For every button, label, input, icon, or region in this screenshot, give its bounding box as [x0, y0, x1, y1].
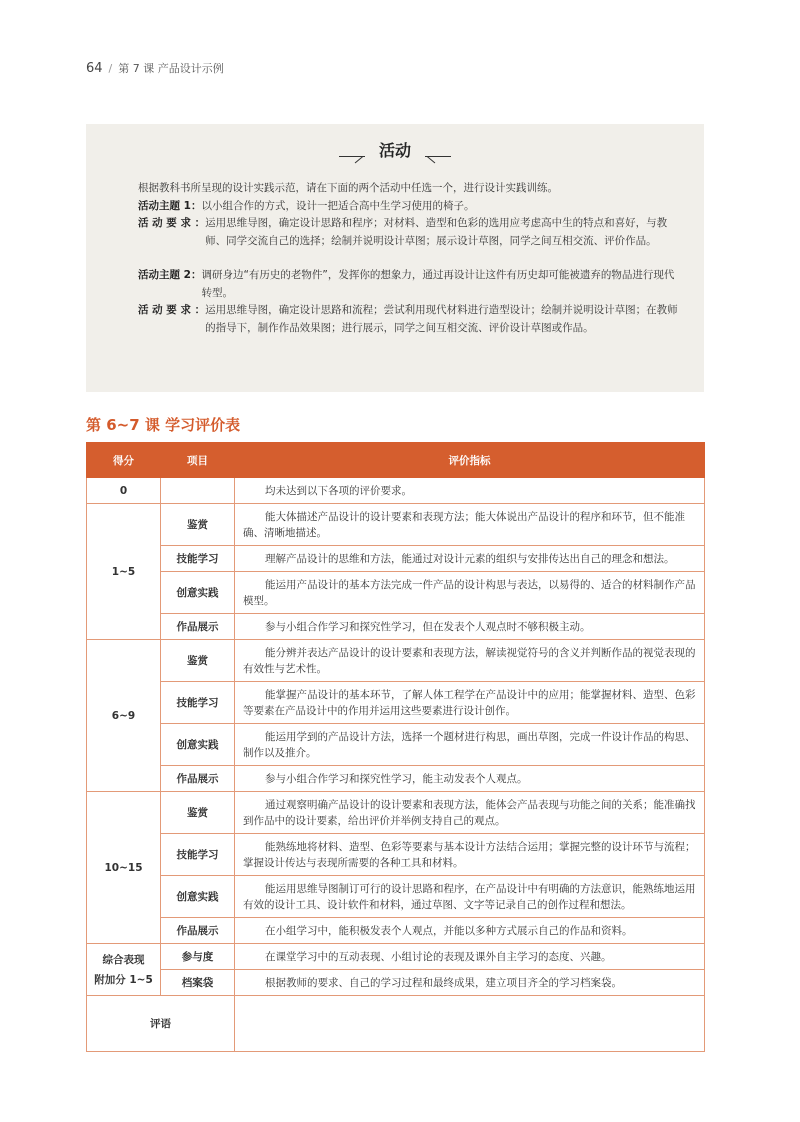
- activity-title-text: 活动: [378, 141, 411, 160]
- comment-field: [235, 996, 705, 1052]
- table-row: [87, 572, 705, 614]
- header-divider: /: [108, 61, 113, 75]
- item-cell: 参与度: [161, 944, 235, 970]
- comment-label: 评语: [87, 996, 235, 1052]
- page-header: [86, 60, 224, 76]
- score-cell: 10~15: [87, 792, 161, 944]
- item-cell: [161, 478, 235, 504]
- item-cell: 技能学习: [161, 546, 235, 572]
- table-row: [87, 724, 705, 766]
- criteria-cell: 通过观察明确产品设计的设计要素和表现方法，能体会产品表现与功能之间的关系；能准确找到作品中的设计要素，给出评价并举例支持自己的观点。: [235, 792, 705, 834]
- activity-title: [86, 138, 704, 161]
- criteria-cell: 能运用思维导图制订可行的设计思路和程序，在产品设计中有明确的方法意识，能熟练地运用有效的设计工具、设计软件和材料，通过草图、文字等记录自己的创作过程和想法。: [235, 876, 705, 918]
- activity-requirement-1: 活 动 要 求 ： 运用思维导图，确定设计思路和程序；对材料、造型和色彩的选用应考虑高中生的特点和喜好，与教师、同学交流自己的选择；绘制并说明设计草图；展示设计草图，同学之间互相交流、评价作品。: [138, 217, 668, 247]
- score-cell: 1~5: [87, 504, 161, 640]
- table-row: [87, 766, 705, 792]
- table-row: [87, 614, 705, 640]
- criteria-cell: 理解产品设计的思维和方法，能通过对设计元素的组织与安排传达出自己的理念和想法。: [235, 546, 705, 572]
- item-cell: 创意实践: [161, 724, 235, 766]
- criteria-cell: 参与小组合作学习和探究性学习，能主动发表个人观点。: [235, 766, 705, 792]
- table-row: [87, 834, 705, 876]
- comment-row: [87, 996, 705, 1052]
- item-cell: 创意实践: [161, 572, 235, 614]
- criteria-cell: 能熟练地将材料、造型、色彩等要素与基本设计方法结合运用；掌握完整的设计环节与流程；掌握设计传达与表现所需要的各种工具和材料。: [235, 834, 705, 876]
- table-row: [87, 546, 705, 572]
- header-criteria: 评价指标: [235, 443, 705, 478]
- criteria-cell: 能运用学到的产品设计方法，选择一个题材进行构思，画出草图，完成一件设计作品的构思、制作以及推介。: [235, 724, 705, 766]
- item-cell: 鉴赏: [161, 792, 235, 834]
- evaluation-table: [86, 442, 704, 1052]
- table-row: [87, 944, 705, 970]
- table-row: [87, 682, 705, 724]
- activity-box: [86, 124, 704, 392]
- section-title: 第 6~7 课 学习评价表: [86, 416, 241, 434]
- table-row: [87, 792, 705, 834]
- title-decoration-right: [425, 147, 451, 157]
- activity-intro: 根据教科书所呈现的设计实践示范，请在下面的两个活动中任选一个，进行设计实践训练。: [138, 182, 558, 194]
- item-cell: 作品展示: [161, 766, 235, 792]
- table-row: [87, 918, 705, 944]
- criteria-cell: 根据教师的要求、自己的学习过程和最终成果，建立项目齐全的学习档案袋。: [235, 970, 705, 996]
- table-row: [87, 504, 705, 546]
- score-cell: 0: [87, 478, 161, 504]
- activity-requirement-2: 活 动 要 求 ： 运用思维导图，确定设计思路和流程；尝试利用现代材料进行造型设计；绘制并说明设计草图；在教师的指导下，制作作品效果图；进行展示，同学之间互相交流、评价设计草图或作品。: [138, 304, 678, 334]
- table-row: [87, 478, 705, 504]
- item-cell: 鉴赏: [161, 504, 235, 546]
- item-cell: 档案袋: [161, 970, 235, 996]
- lesson-title: 第 7 课 产品设计示例: [118, 62, 224, 75]
- item-cell: 作品展示: [161, 918, 235, 944]
- item-cell: 鉴赏: [161, 640, 235, 682]
- table-row: [87, 876, 705, 918]
- criteria-cell: 在课堂学习中的互动表现、小组讨论的表现及课外自主学习的态度、兴趣。: [235, 944, 705, 970]
- activity-theme-1: 活动主题 1： 以小组合作的方式，设计一把适合高中生学习使用的椅子。: [138, 199, 475, 212]
- table-header-row: [87, 443, 705, 478]
- criteria-cell: 能分辨并表达产品设计的设计要素和表现方法，解读视觉符号的含义并判断作品的视觉表现的有效性与艺术性。: [235, 640, 705, 682]
- title-decoration-left: [339, 147, 365, 157]
- activity-body: [138, 180, 678, 337]
- item-cell: 技能学习: [161, 682, 235, 724]
- score-cell: 综合表现 附加分 1~5: [87, 944, 161, 996]
- criteria-cell: 在小组学习中，能积极发表个人观点，并能以多种方式展示自己的作品和资料。: [235, 918, 705, 944]
- header-item: 项目: [161, 443, 235, 478]
- table-row: [87, 640, 705, 682]
- criteria-cell: 均未达到以下各项的评价要求。: [235, 478, 705, 504]
- item-cell: 创意实践: [161, 876, 235, 918]
- score-cell: 6~9: [87, 640, 161, 792]
- criteria-cell: 能大体描述产品设计的设计要素和表现方法；能大体说出产品设计的程序和环节，但不能准确、清晰地描述。: [235, 504, 705, 546]
- activity-theme-2: 活动主题 2： 调研身边“有历史的老物件”，发挥你的想象力，通过再设计让这件有历史却可能被遗弃的物品进行现代转型。: [138, 269, 675, 299]
- criteria-cell: 能运用产品设计的基本方法完成一件产品的设计构思与表达，以易得的、适合的材料制作产品模型。: [235, 572, 705, 614]
- item-cell: 技能学习: [161, 834, 235, 876]
- table-row: [87, 970, 705, 996]
- criteria-cell: 参与小组合作学习和探究性学习，但在发表个人观点时不够积极主动。: [235, 614, 705, 640]
- criteria-cell: 能掌握产品设计的基本环节，了解人体工程学在产品设计中的应用；能掌握材料、造型、色彩等要素在产品设计中的作用并运用这些要素进行设计创作。: [235, 682, 705, 724]
- header-score: 得分: [87, 443, 161, 478]
- page-number: 64: [86, 60, 103, 76]
- item-cell: 作品展示: [161, 614, 235, 640]
